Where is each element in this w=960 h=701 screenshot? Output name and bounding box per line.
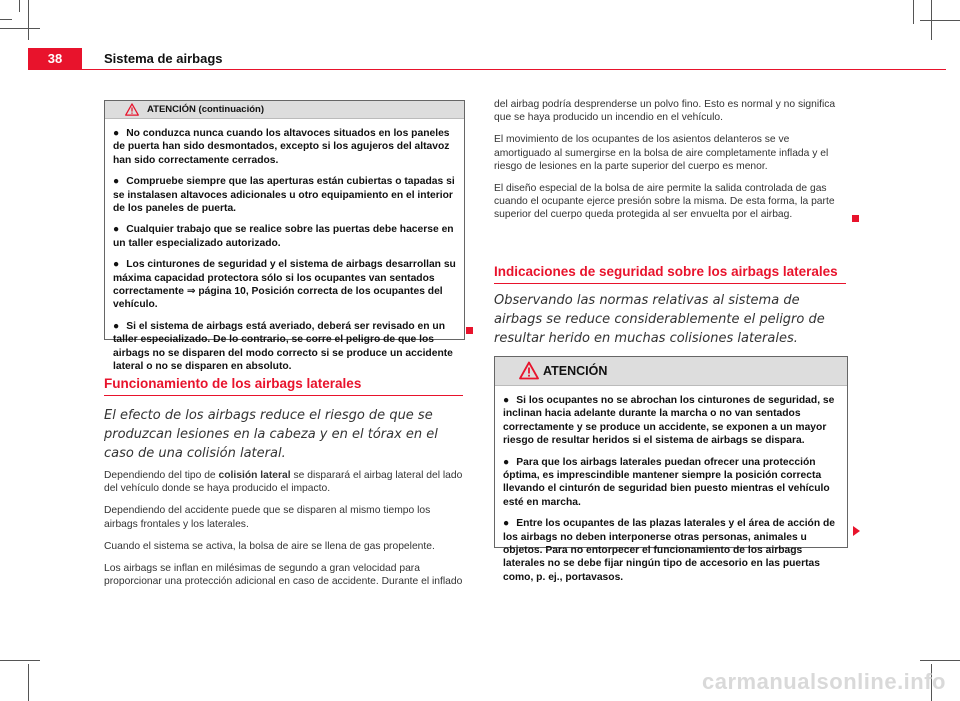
crop-mark bbox=[0, 660, 40, 661]
crop-mark bbox=[920, 660, 960, 661]
warning-title: ATENCIÓN (continuación) bbox=[147, 104, 264, 115]
section-lead-functioning: El efecto de los airbags reduce el riesgo de que se produzcan lesiones en la cabeza y en el tórax en el caso de una colisión lateral. bbox=[104, 408, 438, 461]
section-body-functioning bbox=[104, 469, 463, 597]
warning-item: ● Entre los ocupantes de las plazas laterales y el área de acción de los airbags no deben interponerse otras personas, animales u objetos. Para no entorpecer el funcionamiento de los airbags laterales no se debe fijar ningún tipo de accesorio en las puertas como, p. ej., portavasos. bbox=[503, 518, 836, 583]
bullet: ● bbox=[113, 176, 120, 188]
bullet: ● bbox=[503, 456, 510, 468]
crop-mark bbox=[0, 28, 40, 29]
warning-item: ● Los cinturones de seguridad y el sistema de airbags desarrollan su máxima capacidad protectora sólo si los ocupantes van sentados correctamente ⇒ página 10, Posición correcta de los ocupantes del vehículo. bbox=[113, 259, 456, 311]
crop-mark bbox=[0, 19, 12, 20]
section-title-safety: Indicaciones de seguridad sobre los airbags laterales bbox=[494, 264, 846, 284]
warning-item: ● No conduzca nunca cuando los altavoces situados en los paneles de puerta han sido desmontados, excepto si los agujeros del altavoz han sido correctamente cerrados. bbox=[113, 128, 450, 166]
emphasis: colisión lateral bbox=[218, 470, 291, 481]
continue-arrow-icon bbox=[853, 526, 860, 536]
warning-item: ● Cualquier trabajo que se realice sobre las puertas debe hacerse en un taller especializado autorizado. bbox=[113, 224, 454, 249]
warning-item: ● Para que los airbags laterales puedan ofrecer una protección óptima, es imprescindible mantener siempre la posición correcta llevando el cinturón de seguridad bien puesto mientras el vehículo esté en marcha. bbox=[503, 456, 830, 508]
warning-title: ATENCIÓN bbox=[543, 364, 608, 378]
warning-box bbox=[494, 356, 848, 583]
paragraph: Dependiendo del tipo de colisión lateral se disparará el airbag lateral del lado del vehículo donde se haya producido el impacto. bbox=[104, 470, 463, 495]
warning-body bbox=[495, 386, 847, 596]
crop-mark bbox=[913, 0, 914, 24]
paragraph: El movimiento de los ocupantes de los asientos delanteros se ve amortiguado al sumergirse en la bolsa de aire completamente inflada y el riesgo de lesiones en la parte superior del cuerpo es menor. bbox=[494, 134, 829, 172]
warning-box-continued bbox=[104, 100, 465, 373]
watermark: carmanualsonline.info bbox=[702, 669, 946, 694]
crop-mark bbox=[920, 20, 960, 21]
section-lead-safety: Observando las normas relativas al sistema de airbags se reduce considerablemente el peligro de resultar herido en muchas colisiones laterales. bbox=[494, 293, 825, 346]
warning-item: ● Si el sistema de airbags está averiado, deberá ser revisado en un taller especializado. De lo contrario, se corre el peligro de que los airbags no se disparen del modo correcto si se produce un accidente lateral o no se disparen en absoluto. bbox=[113, 320, 453, 373]
warning-bar bbox=[105, 101, 464, 119]
crop-mark bbox=[28, 664, 29, 701]
page-number: 38 bbox=[28, 48, 82, 70]
bullet: ● bbox=[503, 518, 510, 530]
bullet: ● bbox=[113, 320, 120, 332]
end-of-section-marker bbox=[466, 327, 473, 334]
warning-body bbox=[105, 119, 464, 386]
warning-item: ● Si los ocupantes no se abrochan los cinturones de seguridad, se inclinan hacia adelante durante la marcha o no van sentados correctamente y se produce un accidente, se exponen a un mayor riesgo de resultar heridos si el sistema de airbags se dispara. bbox=[503, 395, 835, 447]
paragraph: del airbag podría desprenderse un polvo fino. Esto es normal y no significa que se haya producido un incendio en el vehículo. bbox=[494, 99, 836, 124]
crop-mark bbox=[19, 0, 20, 12]
bullet: ● bbox=[113, 224, 120, 236]
bullet: ● bbox=[503, 395, 510, 406]
paragraph: Dependiendo del accidente puede que se disparen al mismo tiempo los airbags frontales y los laterales. bbox=[104, 505, 431, 530]
paragraph: Los airbags se inflan en milésimas de segundo a gran velocidad para proporcionar una protección adicional en caso de accidente. Durante el inflado bbox=[104, 563, 463, 588]
paragraph: Cuando el sistema se activa, la bolsa de aire se llena de gas propelente. bbox=[104, 540, 435, 552]
bullet: ● bbox=[113, 128, 120, 139]
crop-mark bbox=[28, 0, 29, 40]
header-rule bbox=[82, 69, 946, 70]
right-column-text bbox=[494, 98, 846, 231]
warning-triangle-icon bbox=[519, 361, 539, 380]
section-title-functioning: Funcionamiento de los airbags laterales bbox=[104, 376, 463, 396]
warning-triangle-icon bbox=[125, 103, 139, 116]
header-title: Sistema de airbags bbox=[104, 51, 223, 66]
warning-item: ● Compruebe siempre que las aperturas están cubiertas o tapadas si se instalasen altavoces adicionales u otro equipamiento en el interior de los paneles de puerta. bbox=[113, 176, 455, 215]
paragraph: El diseño especial de la bolsa de aire permite la salida controlada de gas cuando el ocupante ejerce presión sobre la misma. De esta forma, la parte superior del cuerpo queda protegida al ser envuelta por el airbag. bbox=[494, 183, 835, 221]
warning-bar bbox=[495, 357, 847, 386]
bullet: ● bbox=[113, 259, 120, 271]
end-of-section-marker bbox=[852, 215, 859, 222]
